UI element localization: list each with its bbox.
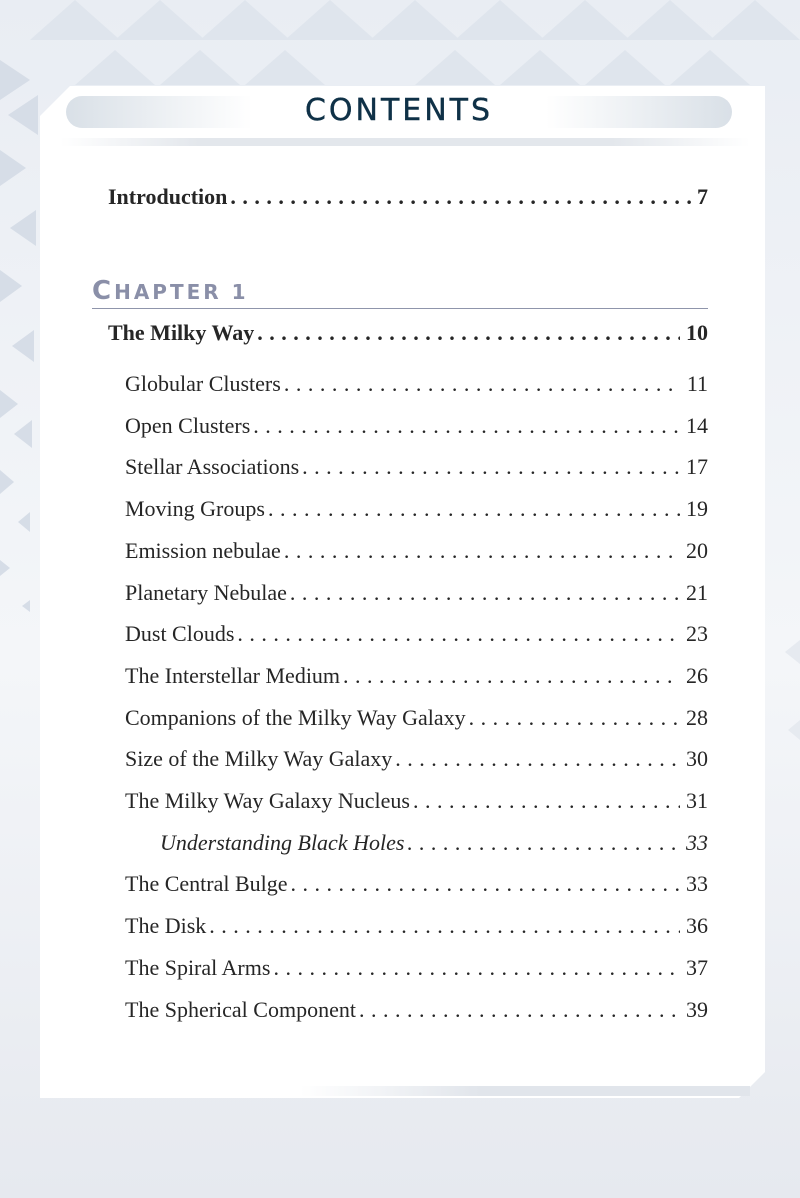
dot-leader: [209, 912, 680, 940]
toc-entry[interactable]: [125, 745, 708, 773]
toc-entry-label: Emission nebulae: [125, 538, 281, 563]
toc-entry-page: 7: [697, 184, 708, 209]
toc-entry-label: The Milky Way: [108, 320, 255, 345]
toc-entry-introduction[interactable]: [108, 183, 708, 211]
toc-entry-page: 31: [686, 788, 708, 813]
dot-leader: [407, 829, 680, 857]
toc-entry-page: 19: [686, 496, 708, 521]
toc-entry[interactable]: [125, 704, 708, 732]
toc-entry-label: Moving Groups: [125, 496, 265, 521]
toc-entry-label: The Interstellar Medium: [125, 663, 341, 688]
dot-leader: [273, 954, 680, 982]
toc-entry-label: Companions of the Milky Way Galaxy: [125, 705, 466, 730]
toc-entry-label: Globular Clusters: [125, 371, 281, 396]
toc-entry-page: 17: [686, 454, 708, 479]
toc-entry-label: The Disk: [125, 913, 207, 938]
toc-entry[interactable]: [125, 620, 708, 648]
chapter-heading: [92, 276, 708, 309]
toc-entry-label: Understanding Black Holes: [160, 830, 405, 855]
toc-entry[interactable]: [125, 996, 708, 1024]
toc-entry-label: The Spherical Component: [125, 997, 356, 1022]
dot-leader: [302, 453, 680, 481]
dot-leader: [359, 996, 680, 1024]
dot-leader: [284, 537, 680, 565]
dot-leader: [284, 370, 681, 398]
dot-leader: [290, 579, 680, 607]
toc-entry-page: 33: [686, 871, 708, 896]
dot-leader: [230, 183, 691, 211]
toc-entry-page: 21: [686, 580, 708, 605]
toc-entry-label: Open Clusters: [125, 413, 251, 438]
toc-entry[interactable]: [160, 829, 708, 857]
chapter-heading-rest: HAPTER 1: [114, 280, 249, 304]
toc-entry[interactable]: [125, 870, 708, 898]
toc-entry[interactable]: [125, 787, 708, 815]
toc-entry[interactable]: [125, 954, 708, 982]
toc-entry-page: 10: [686, 320, 708, 345]
toc-entry[interactable]: [125, 579, 708, 607]
toc-entry-label: The Milky Way Galaxy Nucleus: [125, 788, 410, 813]
dot-leader: [291, 870, 680, 898]
toc-entry-page: 30: [686, 746, 708, 771]
toc-entry-label: The Spiral Arms: [125, 955, 271, 980]
toc-entry-label: The Central Bulge: [125, 871, 288, 896]
toc-entry[interactable]: [125, 662, 708, 690]
toc-entry-page: 23: [686, 621, 708, 646]
toc-entry-page: 37: [686, 955, 708, 980]
toc-entry-label: Size of the Milky Way Galaxy: [125, 746, 393, 771]
toc-entry-page: 39: [686, 997, 708, 1022]
toc-entry-page: 28: [686, 705, 708, 730]
toc-entry-page: 20: [686, 538, 708, 563]
toc-entry-page: 26: [686, 663, 708, 688]
toc-entry-page: 14: [686, 413, 708, 438]
dot-leader: [413, 787, 680, 815]
toc-entry[interactable]: [125, 495, 708, 523]
dot-leader: [469, 704, 680, 732]
dot-leader: [268, 495, 680, 523]
dot-leader: [237, 620, 680, 648]
chapter-heading-initial: C: [92, 276, 115, 306]
toc-entry-page: 36: [686, 913, 708, 938]
toc-entry-label: Dust Clouds: [125, 621, 235, 646]
dot-leader: [343, 662, 680, 690]
toc-entry[interactable]: [125, 412, 708, 440]
toc-entry-page: 11: [686, 371, 708, 396]
dot-leader: [257, 319, 680, 347]
toc-entry[interactable]: [125, 370, 708, 398]
toc-entry-main[interactable]: [108, 319, 708, 347]
dot-leader: [395, 745, 680, 773]
toc-entry[interactable]: [125, 537, 708, 565]
dot-leader: [253, 412, 680, 440]
toc-entry-label: Stellar Associations: [125, 454, 300, 479]
page-title: CONTENTS: [304, 93, 494, 128]
toc-entry[interactable]: [125, 912, 708, 940]
toc-entry-label: Introduction: [108, 184, 228, 209]
toc-entry-page: 33: [686, 830, 708, 855]
toc-entry[interactable]: [125, 453, 708, 481]
toc-entry-label: Planetary Nebulae: [125, 580, 287, 605]
